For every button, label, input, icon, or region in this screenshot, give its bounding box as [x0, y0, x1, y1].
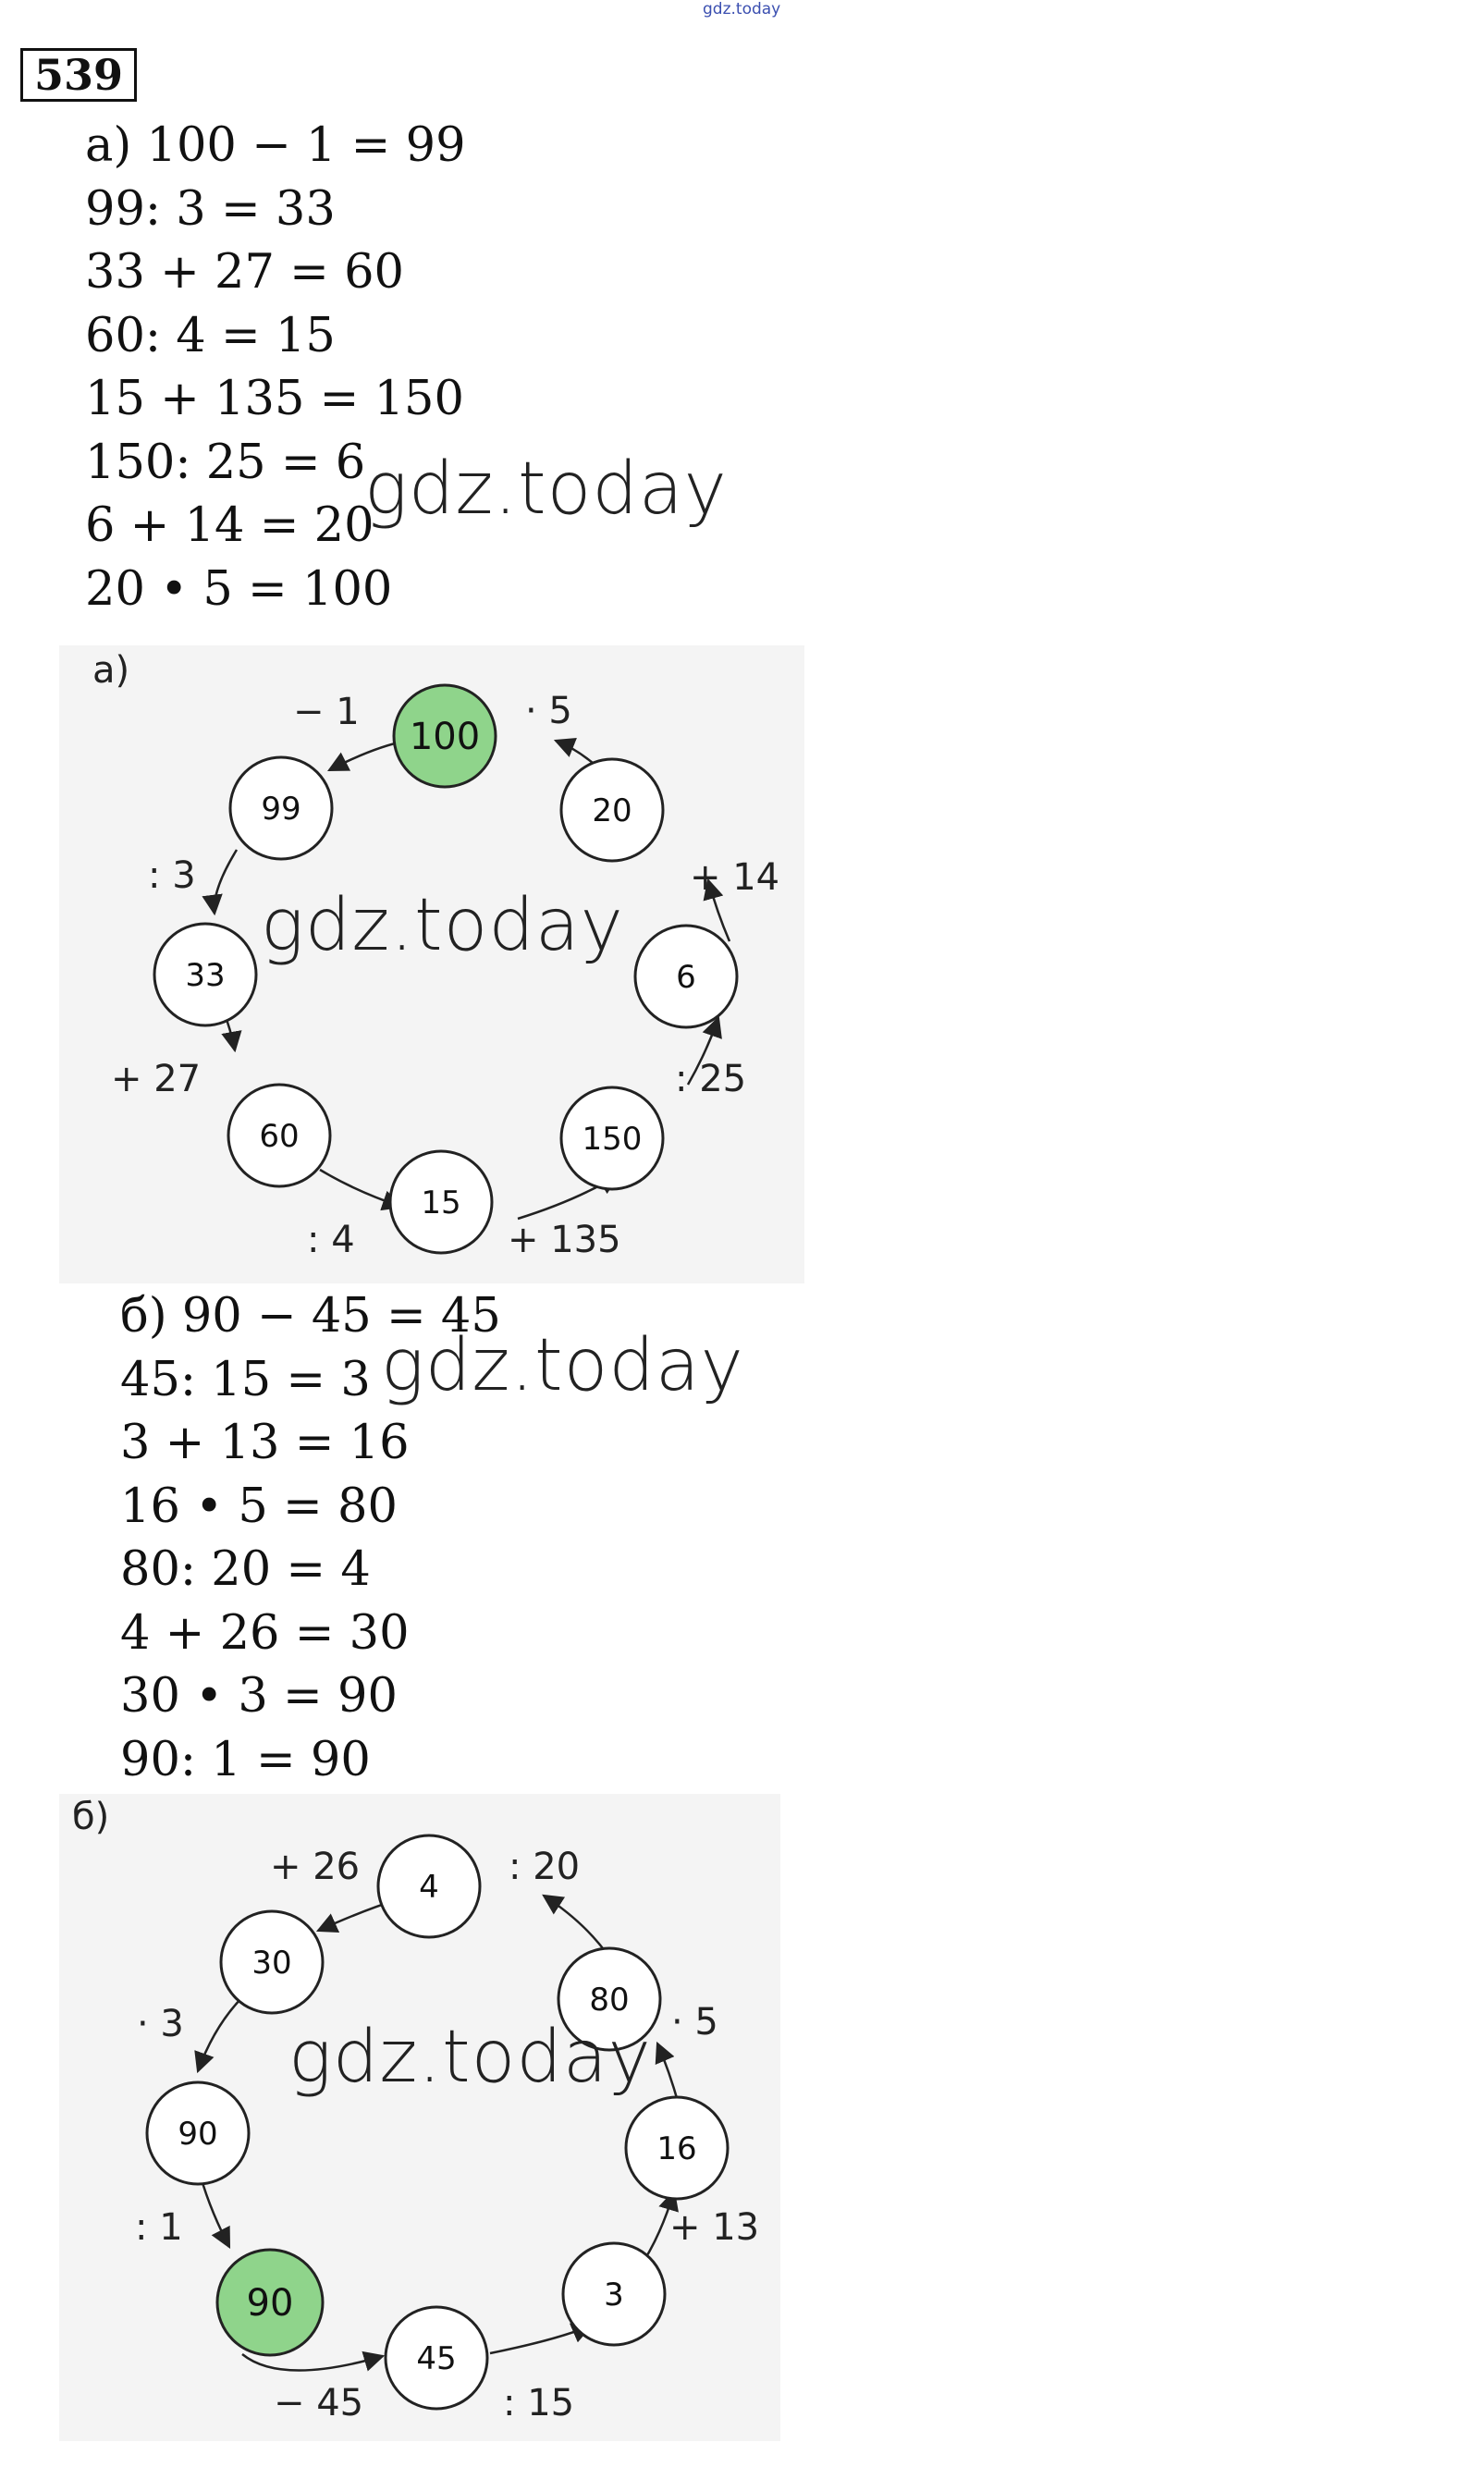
node-value: 90 — [246, 2282, 294, 2325]
node-15 — [390, 1151, 492, 1253]
op-label: : 1 — [135, 2206, 183, 2249]
node-value: 6 — [676, 959, 696, 996]
watermark: gdz.today — [381, 1324, 744, 1407]
node-3 — [563, 2243, 665, 2345]
op-label: · 3 — [137, 2003, 184, 2045]
op-label: + 135 — [508, 1219, 621, 1261]
node-value: 80 — [589, 1982, 630, 2019]
node-90-start — [217, 2250, 323, 2355]
site-tag: gdz.today — [703, 0, 781, 18]
op-label: + 26 — [270, 1846, 361, 1888]
node-99 — [230, 757, 332, 859]
node-4 — [378, 1835, 480, 1937]
node-value: 3 — [604, 2277, 624, 2314]
op-label: + 14 — [690, 856, 780, 899]
node-value: 4 — [419, 1869, 439, 1906]
equation-line: 99: 3 = 33 — [85, 181, 336, 237]
op-label: : 25 — [675, 1058, 747, 1100]
equation-line: 80: 20 = 4 — [120, 1542, 371, 1597]
node-16 — [626, 2097, 728, 2199]
node-90 — [147, 2082, 249, 2184]
node-value: 45 — [416, 2340, 457, 2377]
cycle-diagram-b — [59, 1794, 780, 2441]
arrow — [657, 2044, 679, 2105]
equation-line: 30 • 3 = 90 — [120, 1669, 398, 1724]
node-60 — [228, 1085, 330, 1186]
equation-line: 20 • 5 = 100 — [85, 561, 393, 617]
op-label: : 20 — [509, 1846, 581, 1888]
op-label: − 1 — [293, 691, 360, 733]
node-value: 60 — [259, 1118, 300, 1155]
op-label: : 3 — [148, 854, 196, 897]
equation-line: 150: 25 = 6 — [85, 435, 366, 490]
node-30 — [221, 1911, 323, 2013]
node-value: 15 — [421, 1184, 461, 1221]
equation-line: 16 • 5 = 80 — [120, 1479, 398, 1534]
node-value: 30 — [251, 1945, 292, 1982]
node-value: 16 — [656, 2130, 697, 2167]
watermark: gdz.today — [288, 2016, 652, 2099]
node-value: 100 — [409, 716, 481, 758]
equation-line: б) 90 − 45 = 45 — [120, 1289, 501, 1344]
equation-line: 6 + 14 = 20 — [85, 498, 374, 553]
node-value: 20 — [592, 792, 632, 829]
node-value: 90 — [178, 2116, 218, 2153]
op-label: − 45 — [274, 2382, 364, 2424]
equation-line: 90: 1 = 90 — [120, 1732, 371, 1787]
node-20 — [561, 759, 663, 861]
diagram-label: б) — [72, 1796, 110, 1838]
task-number: 539 — [20, 48, 137, 102]
arrow — [198, 1995, 244, 2071]
equation-line: 3 + 13 = 16 — [120, 1416, 410, 1470]
equation-line: а) 100 − 1 = 99 — [85, 118, 466, 173]
node-150 — [561, 1087, 663, 1189]
cycle-diagram-b-svg — [59, 1794, 780, 2441]
op-label: · 5 — [525, 690, 572, 732]
arrow — [215, 850, 237, 914]
equation-line: 4 + 26 = 30 — [120, 1605, 410, 1661]
arrow — [242, 2354, 383, 2371]
node-100 — [394, 685, 496, 787]
equation-line: 45: 15 = 3 — [120, 1352, 371, 1407]
equation-line: 15 + 135 = 150 — [85, 372, 464, 426]
equation-line: 33 + 27 = 60 — [85, 245, 404, 300]
part-a-equations — [85, 115, 466, 621]
diagram-label: а) — [92, 649, 130, 692]
watermark: gdz.today — [364, 448, 728, 531]
node-45 — [386, 2307, 487, 2409]
op-label: + 27 — [111, 1058, 202, 1100]
op-label: · 5 — [671, 2001, 718, 2044]
op-label: + 13 — [669, 2206, 760, 2249]
node-33 — [154, 924, 256, 1025]
op-label: : 4 — [307, 1219, 355, 1261]
equation-line: 60: 4 = 15 — [85, 308, 336, 363]
node-value: 150 — [582, 1121, 643, 1158]
op-label: : 15 — [503, 2382, 575, 2424]
node-value: 33 — [185, 957, 226, 994]
node-value: 99 — [261, 791, 301, 828]
watermark: gdz.today — [261, 884, 624, 967]
node-6 — [635, 926, 737, 1027]
